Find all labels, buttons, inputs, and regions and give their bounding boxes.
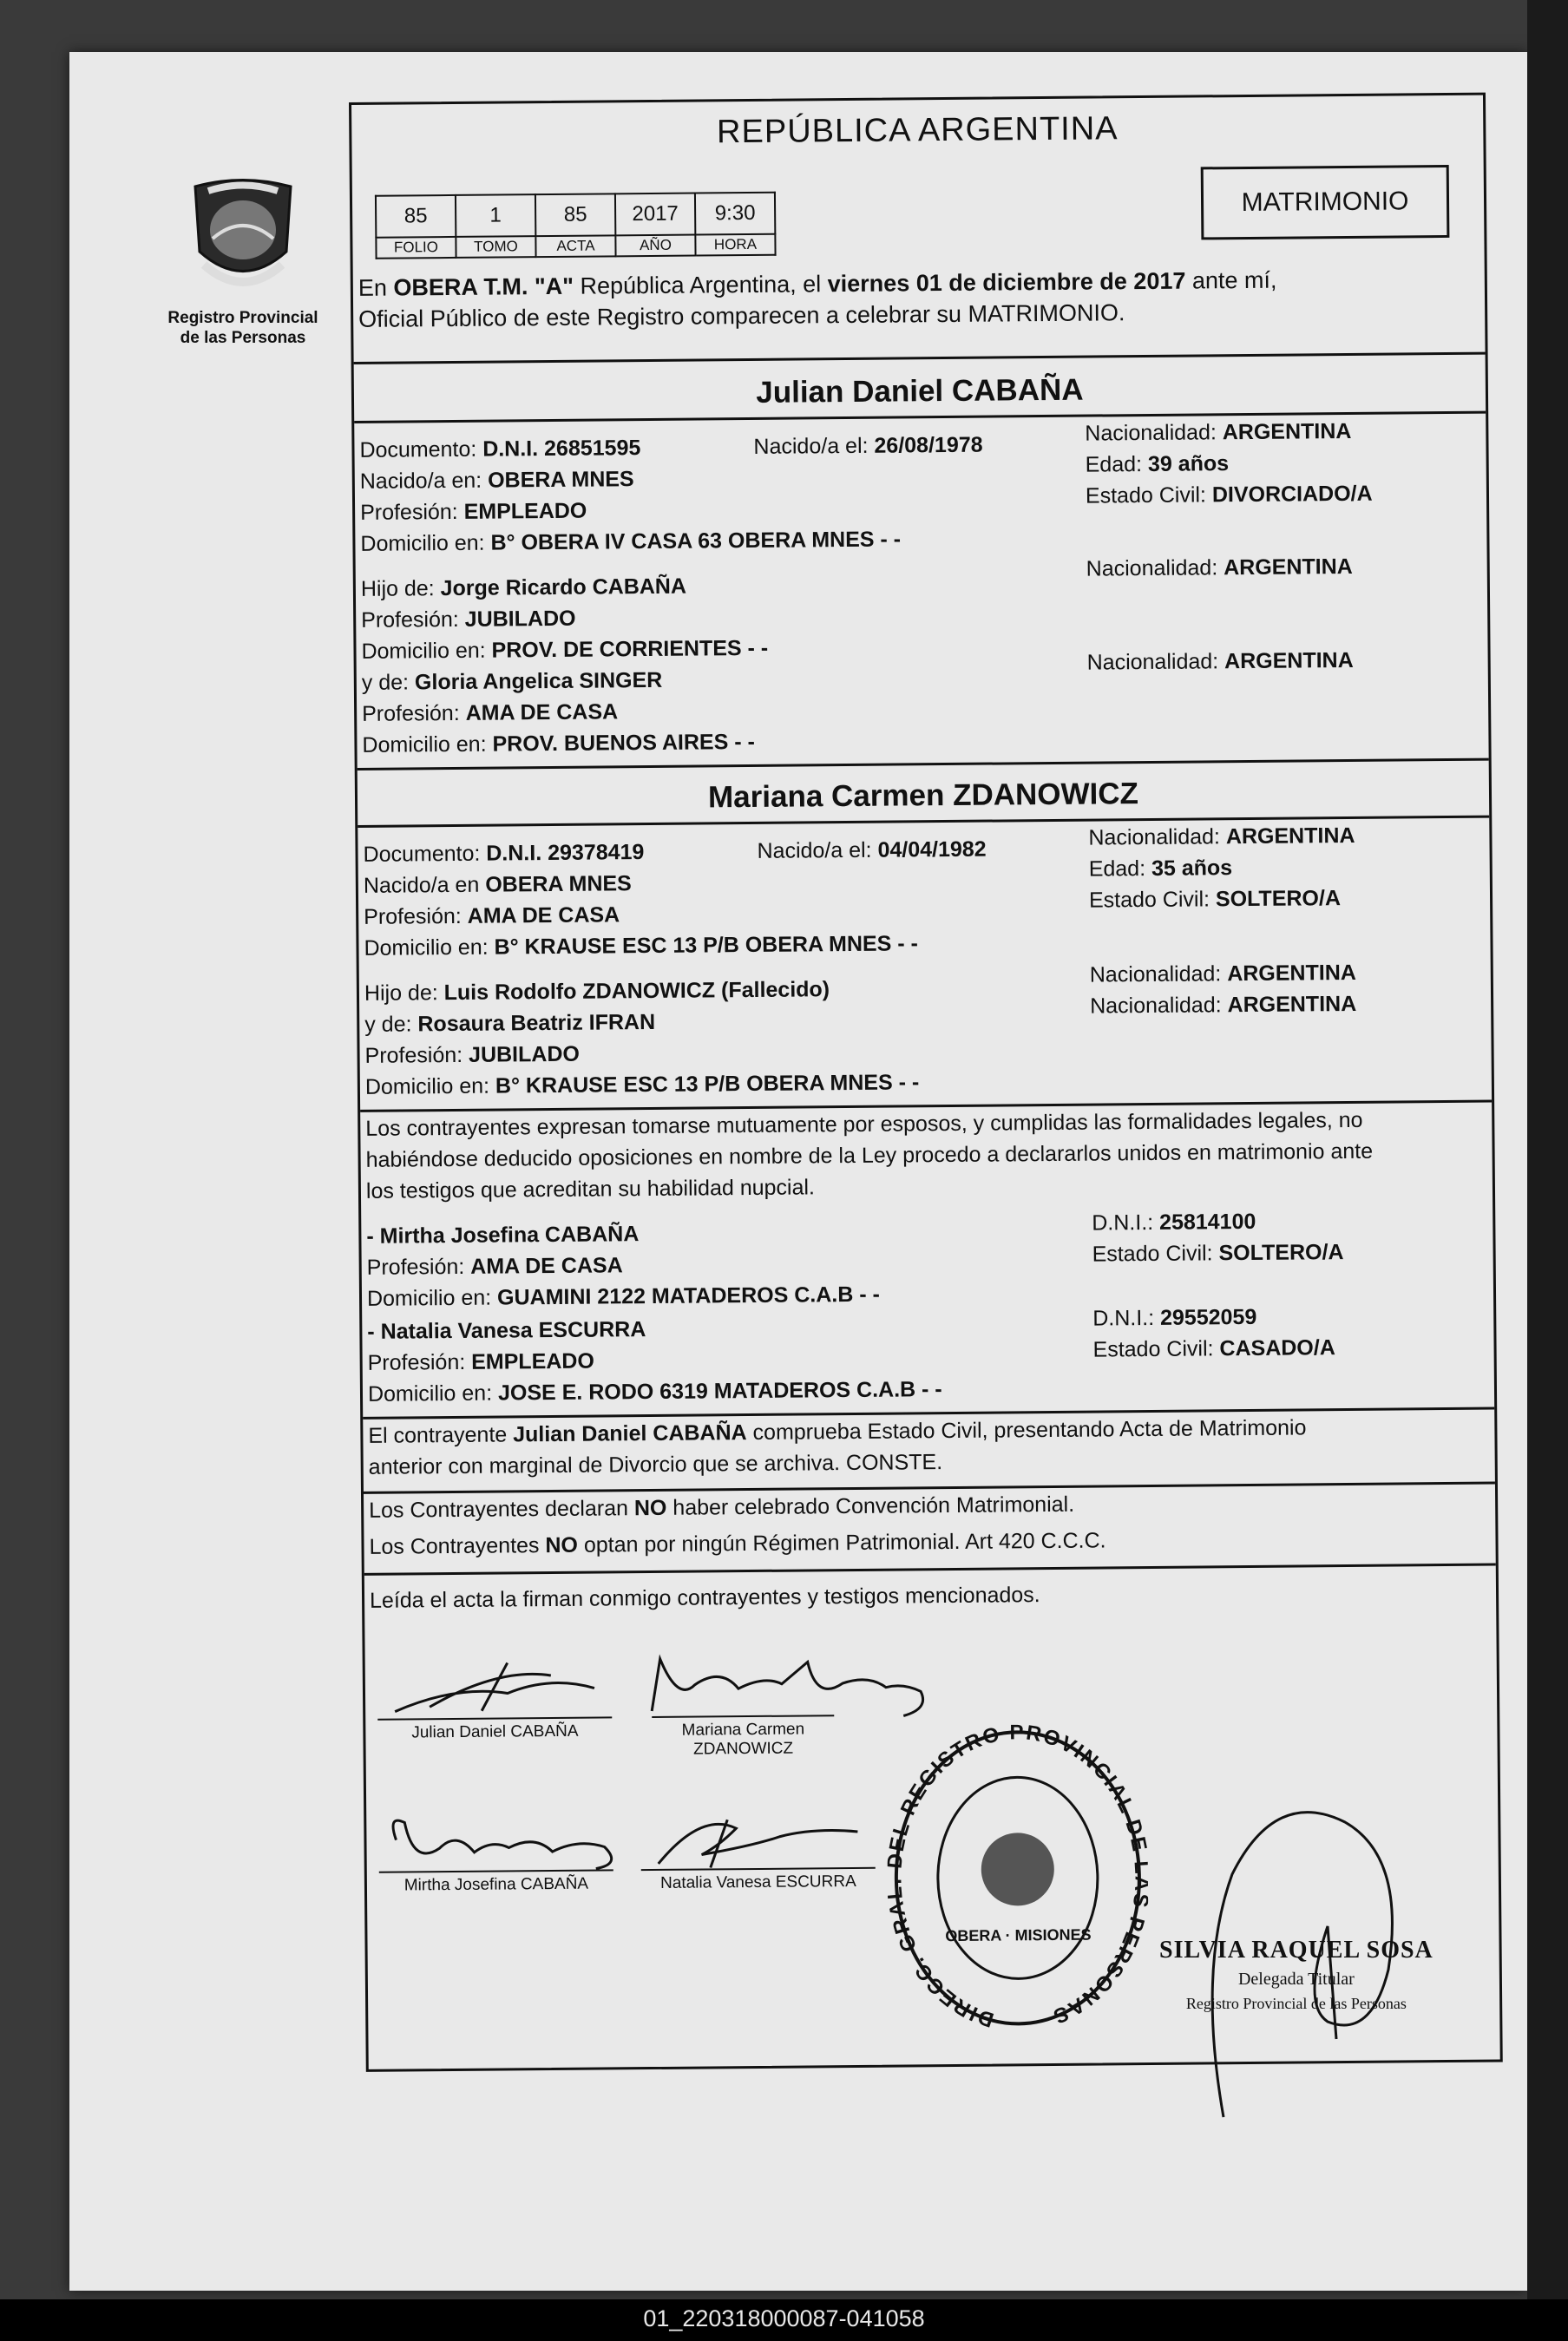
label: Domicilio en:: [360, 530, 485, 556]
value: SOLTERO/A: [1218, 1240, 1344, 1266]
label: Profesión:: [362, 700, 460, 726]
witness-2-signature-caption: Natalia Vanesa ESCURRA: [660, 1872, 856, 1892]
officer-name: SILVIA RAQUEL SOSA: [1159, 1937, 1434, 1964]
bride-mother: [364, 1010, 655, 1038]
divider: [364, 1564, 1496, 1576]
bride-profesion: [364, 902, 620, 930]
label: Edad:: [1085, 452, 1143, 477]
value: GUAMINI 2122 MATADEROS C.A.B - -: [496, 1282, 880, 1310]
signature-scribble-icon: [643, 1648, 956, 1720]
anio-value: 2017: [615, 193, 695, 236]
value: B° KRAUSE ESC 13 P/B OBERA MNES - -: [494, 931, 918, 960]
label: Profesión:: [364, 1042, 463, 1068]
groom-edad: [1086, 451, 1230, 477]
groom-father-profesion: [361, 607, 576, 633]
bride-mother-nacionalidad: [1090, 992, 1356, 1020]
closing-statement: Leída el acta la firman conmigo contrayentes y testigos mencionados.: [369, 1583, 1040, 1613]
seal-text: DIRECC. GRAL. DEL REGISTRO PROVINCIAL DE LAS PERSONAS: [886, 1721, 1150, 2032]
signature-scribble-icon: [378, 1803, 640, 1875]
label: Nacionalidad:: [1086, 649, 1219, 675]
value: AMA DE CASA: [465, 699, 619, 725]
label: Nacionalidad:: [1088, 824, 1221, 850]
note-text: comprueba Estado Civil, presentando Acta de Matrimonio: [746, 1415, 1307, 1446]
label: Estado Civil:: [1092, 1241, 1213, 1267]
convention-line: [369, 1492, 1074, 1524]
value: ARGENTINA: [1227, 960, 1356, 987]
label: y de:: [361, 670, 410, 695]
label: Domicilio en:: [366, 1285, 492, 1311]
label: Profesión:: [367, 1349, 466, 1375]
value: 39 años: [1147, 451, 1230, 476]
label: Documento:: [359, 436, 477, 462]
value: D.N.I. 26851595: [482, 436, 641, 462]
value: AMA DE CASA: [470, 1253, 623, 1279]
signature-scribble-icon: [377, 1657, 613, 1720]
label: Hijo de:: [364, 980, 438, 1006]
value: D.N.I. 29378419: [486, 840, 645, 866]
witness-2-dni: [1092, 1305, 1256, 1332]
groom-name: Julian Daniel CABAÑA: [756, 372, 1084, 410]
value: AMA DE CASA: [467, 902, 620, 928]
groom-domicilio: [360, 527, 901, 556]
bride-signature-caption: [652, 1720, 834, 1760]
label: Nacionalidad:: [1089, 961, 1222, 987]
value: ARGENTINA: [1224, 647, 1354, 674]
bride-edad: [1089, 856, 1233, 882]
witness-2-profesion: [368, 1349, 594, 1376]
intro-text: República Argentina, el: [573, 271, 828, 299]
hora-label: HORA: [695, 234, 775, 256]
label: Estado Civil:: [1085, 482, 1207, 508]
label: Estado Civil:: [1088, 887, 1210, 913]
value: 04/04/1982: [877, 836, 987, 862]
value: Luis Rodolfo ZDANOWICZ (Fallecido): [443, 977, 830, 1006]
bride-documento: [363, 840, 644, 868]
note-name: Julian Daniel CABAÑA: [513, 1420, 747, 1447]
caption-line: Mariana Carmen: [681, 1720, 805, 1740]
groom-nacido-en: [360, 467, 634, 495]
regimen-no: NO: [545, 1532, 579, 1558]
label: Nacido/a en: [363, 872, 480, 898]
value: Gloria Angelica SINGER: [414, 667, 663, 695]
label: Estado Civil:: [1092, 1336, 1214, 1362]
bride-father: [364, 977, 830, 1007]
regimen-text: Los Contrayentes: [369, 1533, 546, 1559]
intro-text: ante mí,: [1185, 266, 1277, 294]
witness-1-signature: [379, 1869, 613, 1895]
divider: [363, 1407, 1494, 1420]
witness-1-name: - Mirtha Josefina CABAÑA: [366, 1222, 640, 1249]
value: 29552059: [1159, 1304, 1257, 1330]
label: Hijo de:: [360, 576, 435, 601]
intro-place: OBERA T.M. "A": [393, 272, 574, 301]
label: Domicilio en:: [364, 1073, 490, 1099]
value: B° KRAUSE ESC 13 P/B OBERA MNES - -: [495, 1070, 920, 1098]
bride-nacionalidad: [1088, 823, 1355, 851]
bride-father-nacionalidad: [1090, 961, 1356, 988]
witness-1-dni: [1092, 1210, 1256, 1236]
label: Nacionalidad:: [1085, 420, 1217, 446]
note-text: El contrayente: [368, 1422, 514, 1448]
bride-estado-civil: [1089, 886, 1341, 914]
label: y de:: [364, 1012, 412, 1037]
registry-box: [375, 192, 777, 259]
witness-2-domicilio: [368, 1377, 942, 1407]
label: Nacionalidad:: [1086, 555, 1218, 581]
witness-2-signature: [641, 1867, 876, 1893]
caption-line: ZDANOWICZ: [692, 1739, 794, 1759]
witness-1-profesion: [367, 1253, 623, 1281]
intro-line1: [358, 267, 1277, 302]
witness-2-estado-civil: [1092, 1335, 1335, 1362]
divider: [358, 758, 1489, 770]
marriage-form: [349, 93, 1503, 2072]
divorce-note-line2: anterior con marginal de Divorcio que se archiva. CONSTE.: [368, 1450, 943, 1479]
value: JOSE E. RODO 6319 MATADEROS C.A.B - -: [497, 1377, 942, 1406]
value: 35 años: [1151, 856, 1233, 881]
divider: [364, 1482, 1495, 1494]
tomo-label: TOMO: [456, 236, 535, 258]
groom-mother-nacionalidad: [1087, 648, 1354, 676]
bride-signature: [652, 1715, 834, 1760]
value: JUBILADO: [464, 606, 576, 632]
regimen-text: optan por ningún Régimen Patrimonial. Art 420 C.C.C.: [577, 1528, 1106, 1557]
officer-block: [1159, 1937, 1434, 2013]
label: Domicilio en:: [362, 731, 487, 757]
hora-value: 9:30: [695, 193, 775, 235]
value: PROV. BUENOS AIRES - -: [492, 729, 756, 757]
bride-mother-domicilio: [365, 1070, 920, 1100]
intro-text: En: [358, 274, 394, 301]
label: Profesión:: [366, 1254, 465, 1280]
value: EMPLEADO: [471, 1348, 594, 1374]
label: Profesión:: [360, 499, 458, 525]
registry-seal: [886, 1721, 1149, 2040]
bride-nacido-en: [364, 871, 632, 899]
groom-father-domicilio: [361, 636, 768, 665]
declaration-line: Los contrayentes expresan tomarse mutuamente por esposos, y cumplidas las formalidades legales, no: [365, 1107, 1363, 1141]
declaration-paragraph: [365, 1104, 1487, 1207]
value: 26/08/1978: [874, 432, 983, 458]
regimen-no: NO: [633, 1495, 667, 1521]
anio-label: AÑO: [615, 235, 695, 257]
value: Rosaura Beatriz IFRAN: [417, 1009, 656, 1037]
acta-value: 85: [535, 193, 615, 236]
misiones-shield-icon: [178, 169, 308, 299]
value: ARGENTINA: [1227, 991, 1357, 1018]
value: JUBILADO: [468, 1041, 581, 1067]
officer-office: Registro Provincial de las Personas: [1185, 1995, 1407, 2012]
groom-mother-profesion: [362, 699, 618, 727]
regimen-text: Los Contrayentes declaran: [369, 1496, 635, 1523]
officer-role: Delegada Titular: [1237, 1970, 1355, 1989]
folio-value: 85: [376, 195, 456, 238]
groom-profesion: [360, 499, 587, 526]
witness-2-name: - Natalia Vanesa ESCURRA: [367, 1317, 646, 1344]
provincial-logo: [165, 169, 321, 348]
groom-estado-civil: [1086, 482, 1373, 509]
value: DIVORCIADO/A: [1211, 481, 1373, 508]
value: ARGENTINA: [1222, 418, 1352, 445]
bride-domicilio: [364, 931, 918, 961]
logo-caption-line2: de las Personas: [180, 329, 306, 347]
record-type-badge: MATRIMONIO: [1201, 165, 1450, 239]
groom-father: [361, 574, 686, 602]
groom-father-nacionalidad: [1086, 554, 1353, 582]
divorce-note-line1: [368, 1415, 1306, 1448]
value: CASADO/A: [1219, 1335, 1335, 1361]
label: Domicilio en:: [364, 934, 489, 961]
value: OBERA MNES: [485, 871, 632, 897]
label: Profesión:: [364, 903, 462, 929]
declaration-line: habiéndose deducido oposiciones en nombre de la Ley procedo a declararlos unidos en matrimonio ante: [365, 1138, 1374, 1172]
groom-signature-caption: Julian Daniel CABAÑA: [411, 1721, 579, 1742]
bride-name: Mariana Carmen ZDANOWICZ: [707, 777, 1139, 815]
tomo-value: 1: [456, 194, 535, 237]
divider: [354, 352, 1486, 364]
scan-edge: [1527, 0, 1568, 2299]
country-title: REPÚBLICA ARGENTINA: [716, 110, 1119, 151]
witness-1-estado-civil: [1092, 1240, 1343, 1268]
label: D.N.I.:: [1092, 1210, 1154, 1236]
intro-line2: Oficial Público de este Registro comparecen a celebrar su MATRIMONIO.: [358, 299, 1125, 332]
document-code: 01_220318000087-041058: [643, 2305, 925, 2331]
groom-signature: [377, 1716, 612, 1742]
value: EMPLEADO: [463, 498, 587, 524]
label: Nacido/a el:: [753, 433, 869, 459]
folio-label: FOLIO: [376, 237, 456, 259]
value: Jorge Ricardo CABAÑA: [440, 574, 687, 601]
label: Edad:: [1088, 856, 1146, 882]
label: Documento:: [363, 841, 481, 867]
bride-nacido-el: [757, 837, 986, 864]
label: Profesión:: [361, 607, 459, 633]
label: Domicilio en:: [367, 1380, 493, 1407]
intro-date: viernes 01 de diciembre de 2017: [827, 267, 1186, 298]
signature-scribble-icon: [640, 1801, 902, 1873]
label: Nacionalidad:: [1089, 993, 1222, 1019]
value: SOLTERO/A: [1215, 886, 1342, 912]
value: PROV. DE CORRIENTES - -: [491, 635, 769, 663]
regimen-line: [369, 1528, 1105, 1559]
declaration-line: los testigos que acreditan su habilidad nupcial.: [365, 1175, 816, 1203]
value: OBERA MNES: [488, 467, 634, 493]
seal-inner-text: OBERA · MISIONES: [945, 1925, 1092, 1945]
acta-label: ACTA: [535, 235, 615, 257]
witness-1-domicilio: [367, 1282, 880, 1312]
logo-caption-line1: Registro Provincial: [167, 309, 318, 327]
groom-documento: [359, 436, 640, 463]
value: ARGENTINA: [1224, 554, 1353, 580]
value: 25814100: [1158, 1209, 1256, 1235]
official-seal-icon: [886, 1721, 1149, 2036]
label: D.N.I.:: [1092, 1305, 1155, 1331]
regimen-text: haber celebrado Convención Matrimonial.: [666, 1492, 1075, 1520]
label: Domicilio en:: [361, 638, 486, 664]
witness-1-signature-caption: Mirtha Josefina CABAÑA: [403, 1874, 589, 1895]
value: B° OBERA IV CASA 63 OBERA MNES - -: [490, 527, 902, 555]
value: ARGENTINA: [1225, 823, 1355, 849]
label: Nacido/a el:: [757, 837, 872, 863]
label: Nacido/a en:: [359, 468, 482, 494]
groom-mother-domicilio: [362, 730, 755, 758]
groom-nacido-el: [753, 433, 982, 460]
groom-nacionalidad: [1085, 419, 1351, 447]
bride-mother-profesion: [364, 1042, 580, 1069]
groom-mother: [362, 668, 663, 696]
